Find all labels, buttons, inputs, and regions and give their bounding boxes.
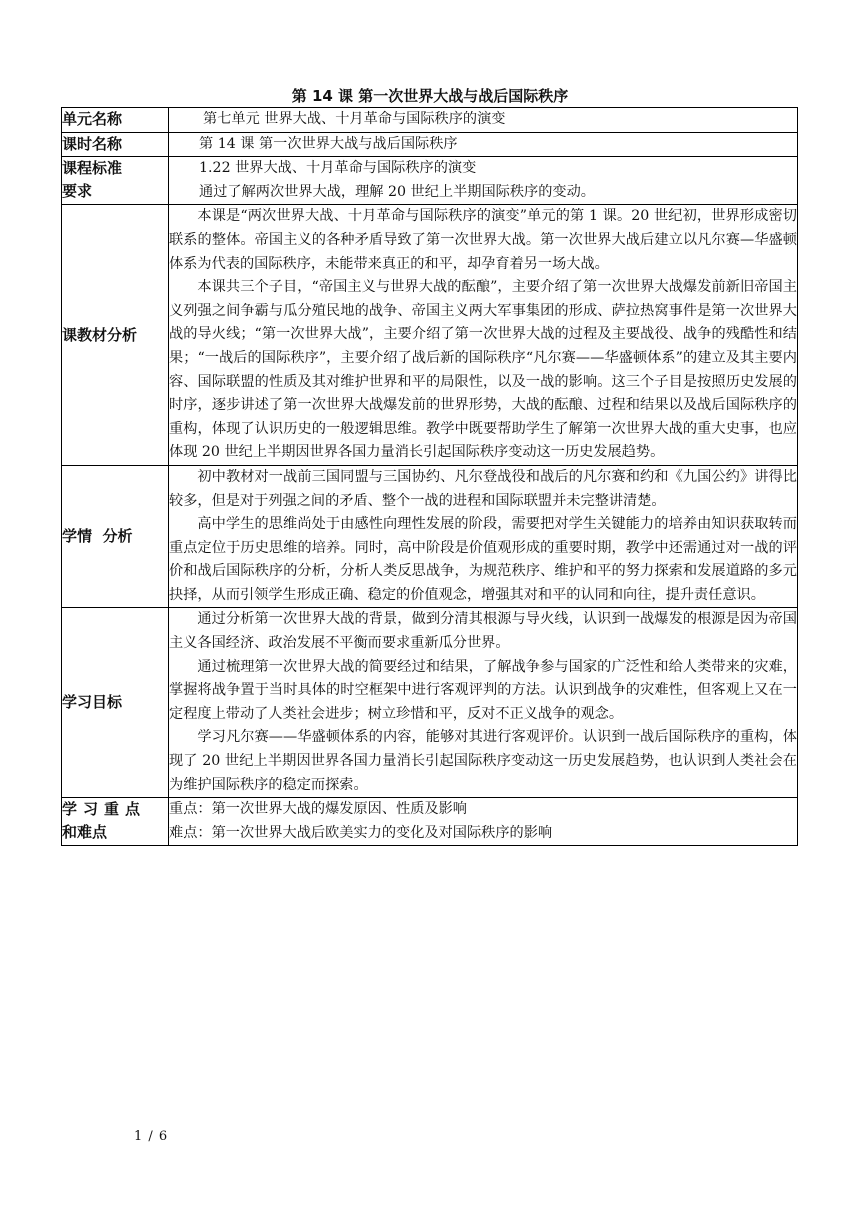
table-row-goals [62, 608, 798, 798]
table-row-unit [62, 108, 798, 133]
key-points-label-line-1: 学习重点 [62, 800, 147, 819]
goals-paragraph-2: 通过梳理第一次世界大战的简要经过和结果，了解战争参与国家的广泛性和给人类带来的灾难，掌握将战争置于当时具体的时空框架中进行客观评判的方法。认识到战争的灾难性，但客观上又在一定程度上带动了人类社会进步；树立珍惜和平，反对不正义战争的观念。 [169, 658, 797, 722]
page-number: 1 / 6 [134, 1129, 169, 1144]
row-label-goals: 学习目标 [62, 608, 169, 798]
key-points-label-line-2: 和难点 [62, 823, 108, 842]
goals-paragraph-3: 学习凡尔赛——华盛顿体系的内容，能够对其进行客观评价。认识到一战后国际秩序的重构，体现了 20 世纪上半期因世界各国力量消长引起国际秩序变动这一历史发展趋势，也认识到人类社会在为维护国际秩序的稳定而探索。 [169, 729, 797, 793]
table-row-standards [62, 157, 798, 205]
goals-paragraph-1: 通过分析第一次世界大战的背景，做到分清其根源与导火线，认识到一战爆发的根源是因为帝国主义各国经济、政治发展不平衡而要求重新瓜分世界。 [169, 611, 797, 652]
standards-label-line-2: 要求 [62, 182, 93, 201]
table-row-lesson [62, 132, 798, 157]
standards-line-1: 1.22 世界大战、十月革命与国际秩序的演变 [199, 160, 477, 177]
row-label-learners: 学情 分析 [62, 465, 169, 608]
standards-label-line-1: 课程标准 [62, 159, 123, 178]
row-content-textbook [169, 205, 798, 466]
row-label-key-points [62, 798, 169, 846]
row-label-textbook: 课教材分析 [62, 205, 169, 466]
row-content-standards [169, 157, 798, 205]
lesson-text: 第 14 课 第一次世界大战与战后国际秩序 [199, 135, 458, 152]
row-label-standards [62, 157, 169, 205]
table-row-key-points [62, 798, 798, 846]
learners-paragraph-1: 初中教材对一战前三国同盟与三国协约、凡尔登战役和战后的凡尔赛和约和《九国公约》讲得比较多，但是对于列强之间的矛盾、整个一战的进程和国际联盟并未完整讲清楚。 [169, 468, 797, 509]
row-content-unit [169, 108, 798, 133]
row-content-goals [169, 608, 798, 798]
row-content-lesson [169, 132, 798, 157]
row-content-key-points [169, 798, 798, 846]
row-label-lesson: 课时名称 [62, 132, 169, 157]
learners-paragraph-2: 高中学生的思维尚处于由感性向理性发展的阶段，需要把对学生关键能力的培养由知识获取转而重点定位于历史思维的培养。同时，高中阶段是价值观形成的重要时期，教学中还需通过对一战的评价和战后国际秩序的分析，分析人类反思战争，为规范秩序、维护和平的努力探索和发展道路的多元抉择，从而引领学生形成正确、稳定的价值观念，增强其对和平的认同和向往，提升责任意识。 [169, 516, 797, 603]
key-point-text: 重点：第一次世界大战的爆发原因、性质及影响 [169, 801, 467, 818]
table-row-learners [62, 465, 798, 608]
unit-text: 第七单元 世界大战、十月革命与国际秩序的演变 [203, 111, 506, 127]
standards-line-2: 通过了解两次世界大战，理解 20 世纪上半期国际秩序的变动。 [199, 183, 595, 200]
table-row-textbook [62, 205, 798, 466]
textbook-paragraph-1: 本课是“两次世界大战、十月革命与国际秩序的演变”单元的第 1 课。20 世纪初，世界形成密切联系的整体。帝国主义的各种矛盾导致了第一次世界大战。第一次世界大战后建立以凡尔赛—华盛顿体系为代表的国际秩序，未能带来真正的和平，却孕育着另一场大战。 [169, 208, 797, 272]
difficulty-text: 难点：第一次世界大战后欧美实力的变化及对国际秩序的影响 [169, 824, 553, 841]
row-content-learners [169, 465, 798, 608]
textbook-paragraph-2: 本课共三个子目，“帝国主义与世界大战的酝酿”，主要介绍了第一次世界大战爆发前新旧帝国主义列强之间争霸与瓜分殖民地的战争、帝国主义两大军事集团的形成、萨拉热窝事件是第一次世界大战的导火线；“第一次世界大战”，主要介绍了第一次世界大战的过程及主要战役、战争的残酷性和结果；“一战后的国际秩序”，主要介绍了战后新的国际秩序“凡尔赛——华盛顿体系”的建立及其主要内容、国际联盟的性质及其对维护世界和平的局限性，以及一战的影响。这三个子目是按照历史发展的时序，逐步讲述了第一次世界大战爆发前的世界形势，大战的酝酿、过程和结果以及战后国际秩序的重构，体现了认识历史的一般逻辑思维。教学中既要帮助学生了解第一次世界大战的重大史事，也应体现 20 世纪上半期因世界各国力量消长引起国际秩序变动这一历史发展趋势。 [169, 279, 797, 461]
page-title: 第 14 课 第一次世界大战与战后国际秩序 [291, 87, 569, 105]
lesson-plan-table [61, 107, 798, 846]
row-label-unit: 单元名称 [62, 108, 169, 133]
